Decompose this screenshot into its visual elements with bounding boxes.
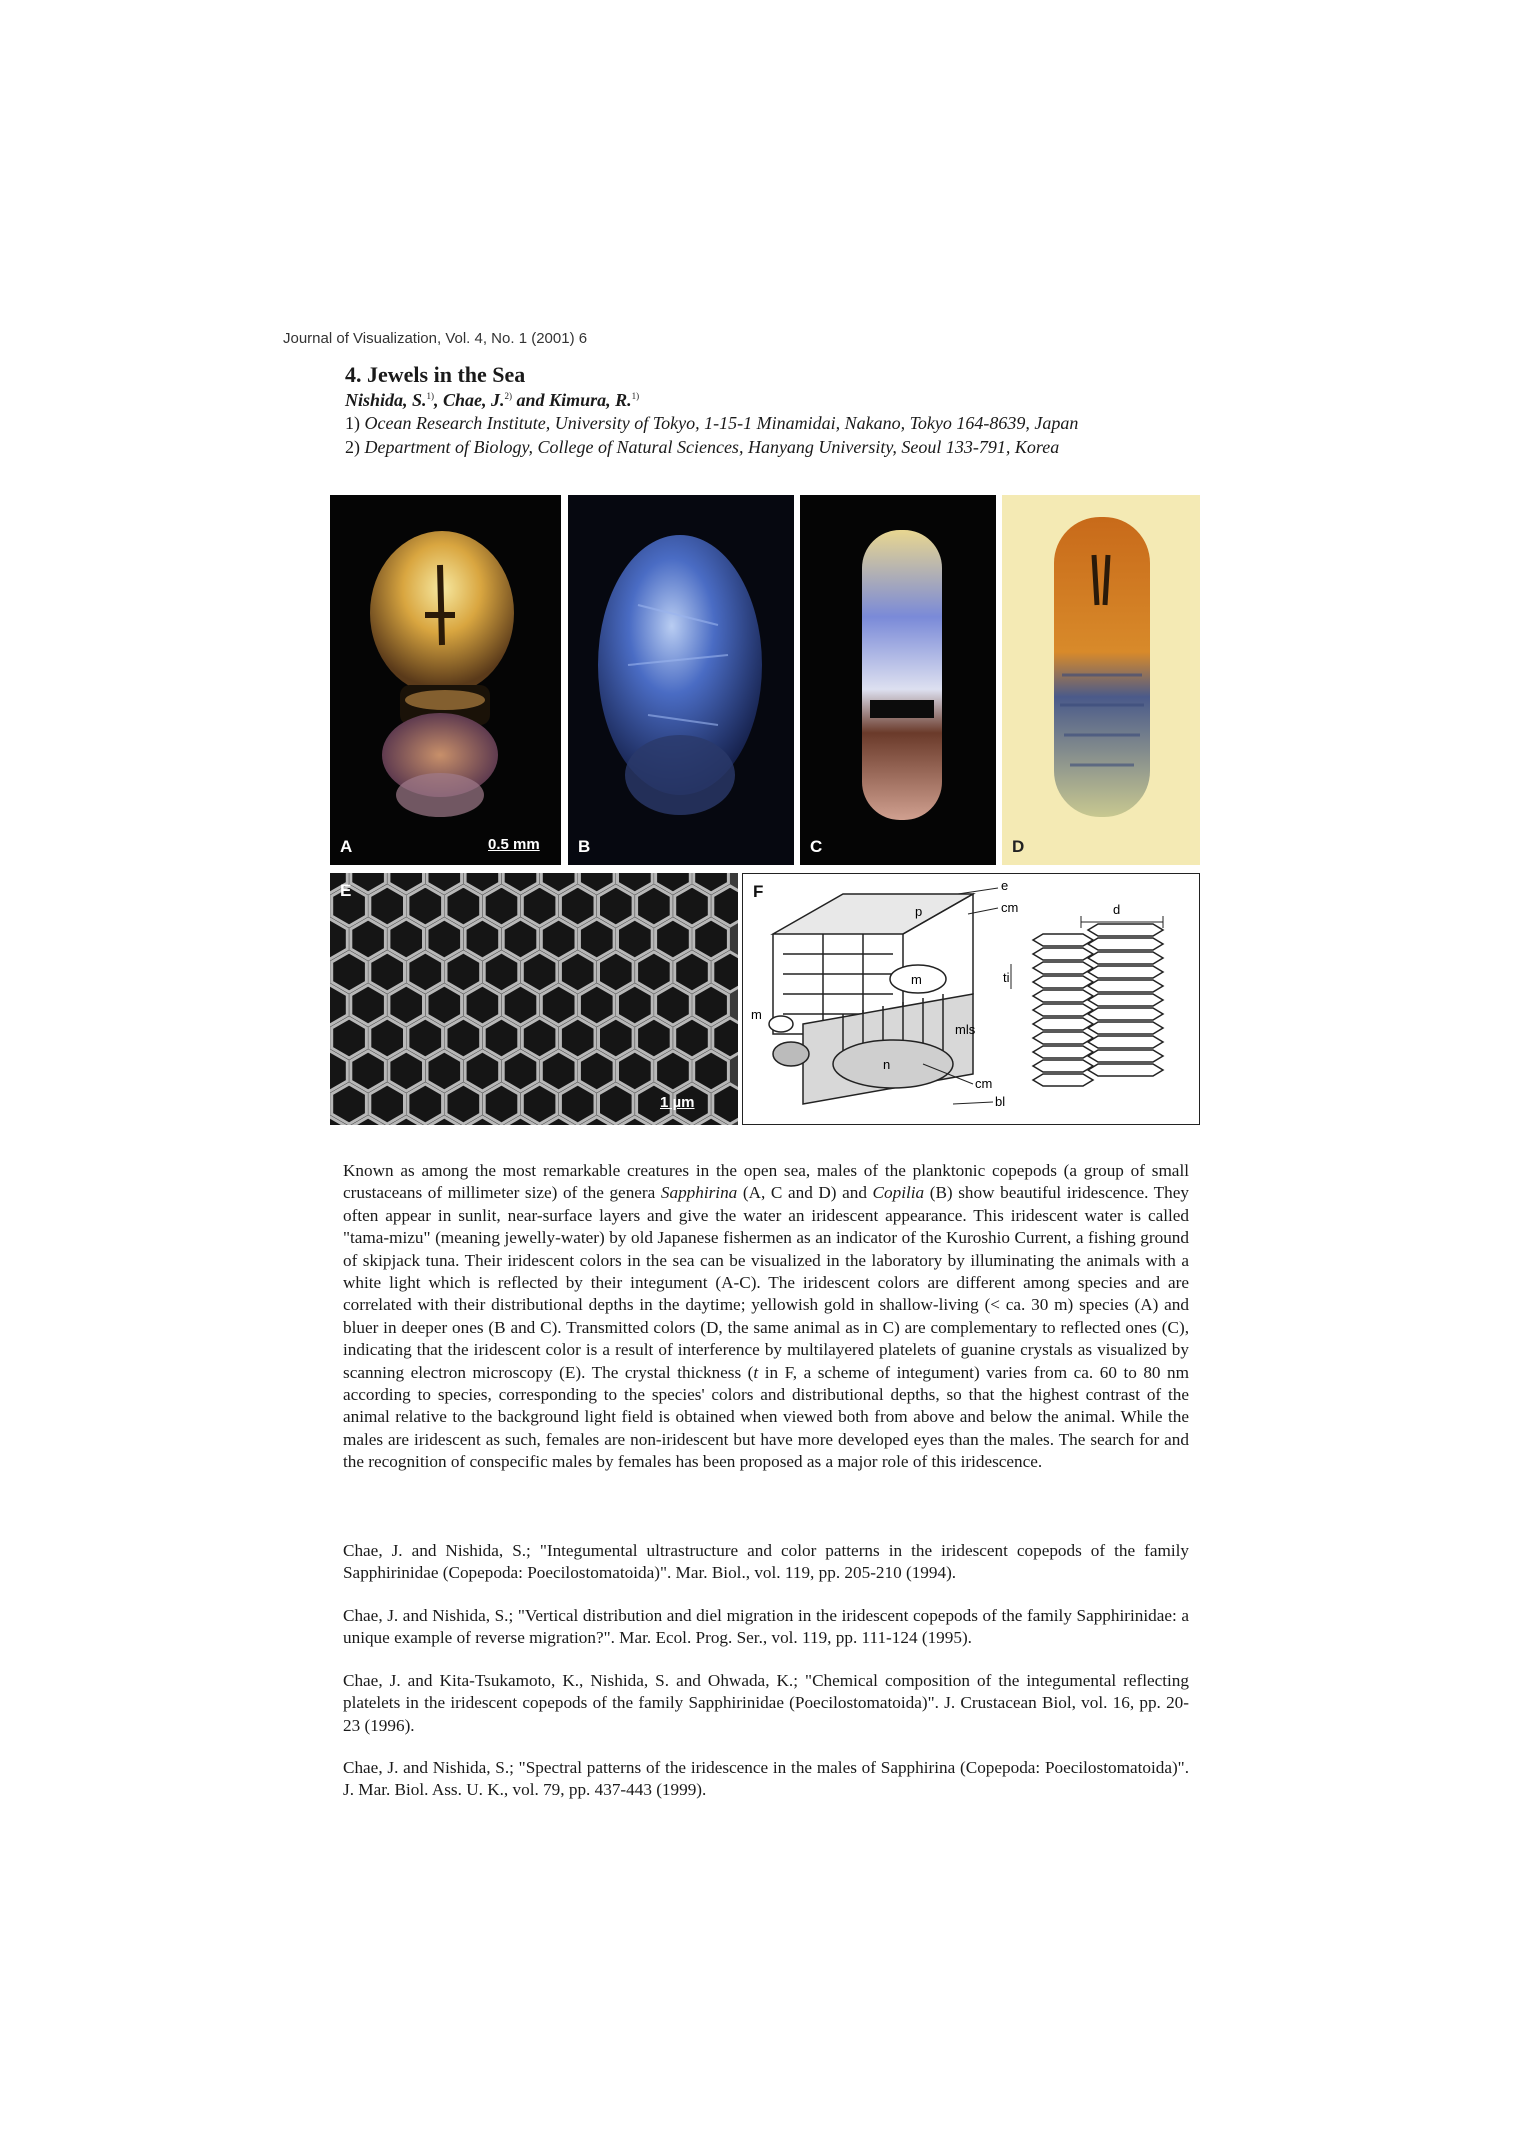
hexagon-platelet [618, 919, 653, 959]
hexagon-platelet [370, 1084, 405, 1124]
platelet-left [1033, 934, 1093, 946]
hexagon-platelet [427, 985, 462, 1025]
copepod-iridescent-image [800, 495, 996, 865]
hexagon-platelet [446, 952, 481, 992]
diagram-label-e: e [1001, 878, 1009, 893]
panel-label: F [753, 882, 764, 901]
figure-panel-c [800, 495, 996, 865]
diagram-label-n: n [883, 1057, 891, 1072]
platelet-left [1033, 1018, 1093, 1030]
scale-bar-label: 0.5 mm [488, 836, 540, 853]
hexagon-platelet [408, 1018, 443, 1058]
genus-name-copilia: Copilia [872, 1183, 925, 1203]
hexagon-platelet [408, 1084, 443, 1124]
diagram-label-p: p [915, 904, 923, 919]
hexagon-platelet [446, 886, 481, 926]
diagram-label-m-left: m [751, 1007, 762, 1022]
hexagon-platelet [370, 886, 405, 926]
diagram-label-bl: bl [995, 1094, 1006, 1109]
diagram-label-cm-bottom: cm [975, 1076, 993, 1091]
hexagon-platelet [599, 1084, 634, 1124]
affiliation-number: 2) [345, 437, 365, 457]
body-paragraph [343, 1160, 1189, 1474]
hexagon-platelet [579, 1051, 614, 1091]
hexagon-platelet [389, 1051, 424, 1091]
hexagon-platelet [503, 1051, 538, 1091]
hexagon-platelet [503, 919, 538, 959]
hexagon-platelet [484, 1018, 519, 1058]
panel-label: E [340, 881, 352, 900]
platelet-right [1088, 1036, 1163, 1048]
hexagon-platelet [599, 952, 634, 992]
hexagon-platelet [522, 952, 557, 992]
hexagon-platelet [465, 919, 500, 959]
variable-t: t [753, 1362, 759, 1382]
hexagon-platelet [560, 1084, 595, 1124]
hexagon-platelet [694, 919, 729, 959]
hexagon-platelet [675, 886, 710, 926]
hexagon-platelet [560, 886, 595, 926]
hexagon-platelet [637, 1018, 672, 1058]
hexagon-platelet [503, 985, 538, 1025]
body-text-segment: Known as among the most remarkable creatures in the open sea, males of the planktonic copepods (a group of small crustaceans of millimeter size) of the genera [343, 1161, 1189, 1203]
diagram-label-d: d [1113, 902, 1121, 917]
body-text-segment: in F, a scheme of integument) varies from ca. 60 to 80 nm according to species, corresponding to the species' colors and distributional depths, so that the highest contrast of the animal relative to the background light field is obtained when viewed both from above and below the animal. While the males are iridescent as such, females are non-iridescent but have more developed eyes than the males. The search for and the recognition of conspecific males by females has been proposed as a major role of this iridescence. [343, 1362, 1189, 1472]
genus-name-sapphirina: Sapphirina [660, 1183, 738, 1203]
hexagon-platelet [484, 952, 519, 992]
reference-3: Chae, J. and Kita-Tsukamoto, K., Nishida, S. and Ohwada, K.; "Chemical composition of the integumental reflecting platelets in the iridescent copepods of the family Sapphirinidae (Poecilostomatoida)". J. Crustacean Biol, vol. 16, pp. 20-23 (1996). [343, 1671, 1189, 1735]
reference-4: Chae, J. and Nishida, S.; "Spectral patterns of the iridescence in the males of Sapphirina (Copepoda: Poecilostomatoida)". J. Mar. Biol. Ass. U. K., vol. 79, pp. 437-443 (1999). [343, 1758, 1189, 1800]
affiliation-1 [345, 413, 1078, 434]
diagram-label-mls: mls [955, 1022, 976, 1037]
platelet-left [1033, 1060, 1093, 1072]
diagram-label-m: m [911, 972, 922, 987]
sem-hexagon-image [330, 873, 738, 1125]
platelet-left [1033, 976, 1093, 988]
hexagon-platelet [694, 985, 729, 1025]
hexagon-platelet [522, 886, 557, 926]
hexagon-platelet [541, 1051, 576, 1091]
panel-label: C [810, 837, 823, 856]
platelet-right [1088, 994, 1163, 1006]
hexagon-platelet [541, 985, 576, 1025]
reference-2: Chae, J. and Nishida, S.; "Vertical distribution and diel migration in the iridescent copepods of the family Sapphirinidae: a unique example of reverse migration?". Mar. Ecol. Prog. Ser., vol. 119, pp. 111-124 (1995). [343, 1606, 1189, 1648]
figure-panel-b [568, 495, 794, 865]
figure-panel-f [742, 873, 1200, 1125]
figure-panel-e [330, 873, 738, 1125]
author-kimura: and Kimura, R. [512, 390, 632, 410]
journal-header: Journal of Visualization, Vol. 4, No. 1 (2001) 6 [283, 330, 588, 347]
hexagon-platelet [656, 919, 691, 959]
author-affil-mark: 2) [504, 391, 513, 401]
hexagon-platelet [351, 1051, 386, 1091]
hexagon-platelet [446, 1018, 481, 1058]
platelet-right [1088, 952, 1163, 964]
copepod-transmitted-image [1002, 495, 1200, 865]
hexagon-platelet [332, 1018, 367, 1058]
figure-panel-a [330, 495, 561, 865]
platelet-left [1033, 1046, 1093, 1058]
hexagon-platelet [427, 919, 462, 959]
hexagon-platelet [370, 1018, 405, 1058]
platelet-right [1088, 1064, 1163, 1076]
platelet-left [1033, 962, 1093, 974]
copepod-blue-image [568, 495, 794, 865]
hexagon-platelet [656, 985, 691, 1025]
platelet-right [1088, 924, 1163, 936]
hexagon-platelet [694, 1051, 729, 1091]
hexagon-platelet [579, 985, 614, 1025]
hexagon-platelet [522, 1018, 557, 1058]
author-chae: , Chae, J. [434, 390, 505, 410]
platelet-right [1088, 1050, 1163, 1062]
integument-scheme-diagram [743, 874, 1200, 1125]
hexagon-platelet [389, 985, 424, 1025]
body-text-segment: (B) show beautiful iridescence. They often appear in sunlit, near-surface layers and give the water an iridescent appearance. This iridescent water is called "tama-mizu" (meaning jewelly-water) by old Japanese fishermen as an indicator of the Kuroshio Current, a fishing ground of skipjack tuna. Their iridescent colors in the sea can be visualized in the laboratory by illuminating the animals with a white light which is reflected by their integument (A-C). The iridescent colors are different among species and are correlated with their distributional depths in the daytime; yellowish gold in shallow-living (< ca. 30 m) species (A) and bluer in deeper ones (B and C). Transmitted colors (D, the same animal as in C) are complementary to reflected ones (C), indicating that the iridescent color is a result of interference by multilayered platelets of guanine crystals as visualized by scanning electron microscopy (E). The crystal thickness ( [343, 1183, 1189, 1382]
hexagon-platelet [541, 919, 576, 959]
affiliation-text: Ocean Research Institute, University of Tokyo, 1-15-1 Minamidai, Nakano, Tokyo 164-8639, Japan [364, 413, 1079, 433]
platelet-left [1033, 1032, 1093, 1044]
hexagon-platelet [560, 1018, 595, 1058]
hexagon-platelet [484, 886, 519, 926]
scale-bar-label: 1 µm [660, 1094, 695, 1111]
hexagon-platelet [408, 886, 443, 926]
hexagon-platelet [465, 1051, 500, 1091]
hexagon-platelet [370, 952, 405, 992]
hexagon-platelet [446, 1084, 481, 1124]
platelet-left [1033, 1004, 1093, 1016]
diagram-label-ti: ti [1003, 970, 1010, 985]
author-affil-mark: 1) [631, 391, 640, 401]
hexagon-platelet [389, 919, 424, 959]
reference-1: Chae, J. and Nishida, S.; "Integumental ultrastructure and color patterns in the iridescent copepods of the family Sapphirinidae (Copepoda: Poecilostomatoida)". Mar. Biol., vol. 119, pp. 205-210 (1994). [343, 1541, 1189, 1583]
hexagon-platelet [332, 952, 367, 992]
hexagon-platelet [484, 1084, 519, 1124]
panel-label: A [340, 837, 353, 856]
copepod-gold-image [330, 495, 561, 865]
hexagon-platelet [351, 985, 386, 1025]
hexagon-platelet [618, 1051, 653, 1091]
platelet-right [1088, 980, 1163, 992]
hexagon-platelet [599, 886, 634, 926]
figure-panel-d [1002, 495, 1200, 865]
affiliation-text: Department of Biology, College of Natural Sciences, Hanyang University, Seoul 133-791, Korea [364, 437, 1060, 457]
platelet-right [1088, 938, 1163, 950]
body-text-segment: (A, C and D) and [737, 1183, 873, 1203]
hexagon-platelet [408, 952, 443, 992]
hexagon-platelet [637, 886, 672, 926]
panel-label: D [1012, 837, 1025, 856]
affiliation-number: 1) [345, 413, 365, 433]
platelet-right [1088, 1008, 1163, 1020]
author-affil-mark: 1) [426, 391, 435, 401]
hexagon-platelet [599, 1018, 634, 1058]
hexagon-platelet [656, 1051, 691, 1091]
hexagon-platelet [351, 919, 386, 959]
article-title: 4. Jewels in the Sea [345, 362, 526, 387]
hexagon-platelet [675, 952, 710, 992]
diagram-label-cm-top: cm [1001, 900, 1019, 915]
hexagon-platelet [522, 1084, 557, 1124]
hexagon-platelet [427, 1051, 462, 1091]
hexagon-platelet [560, 952, 595, 992]
hexagon-platelet [675, 1018, 710, 1058]
hexagon-platelet [618, 985, 653, 1025]
hexagon-platelet [465, 985, 500, 1025]
hexagon-platelet [579, 919, 614, 959]
platelet-left [1033, 948, 1093, 960]
platelet-right [1088, 966, 1163, 978]
panel-label: B [578, 837, 591, 856]
author-nishida: Nishida, S. [345, 390, 427, 410]
platelet-right [1088, 1022, 1163, 1034]
author-line [345, 390, 639, 411]
hexagon-platelet [637, 952, 672, 992]
platelet-left [1033, 990, 1093, 1002]
platelet-left [1033, 1074, 1093, 1086]
affiliation-2 [345, 437, 1059, 458]
hexagon-platelet [332, 1084, 367, 1124]
